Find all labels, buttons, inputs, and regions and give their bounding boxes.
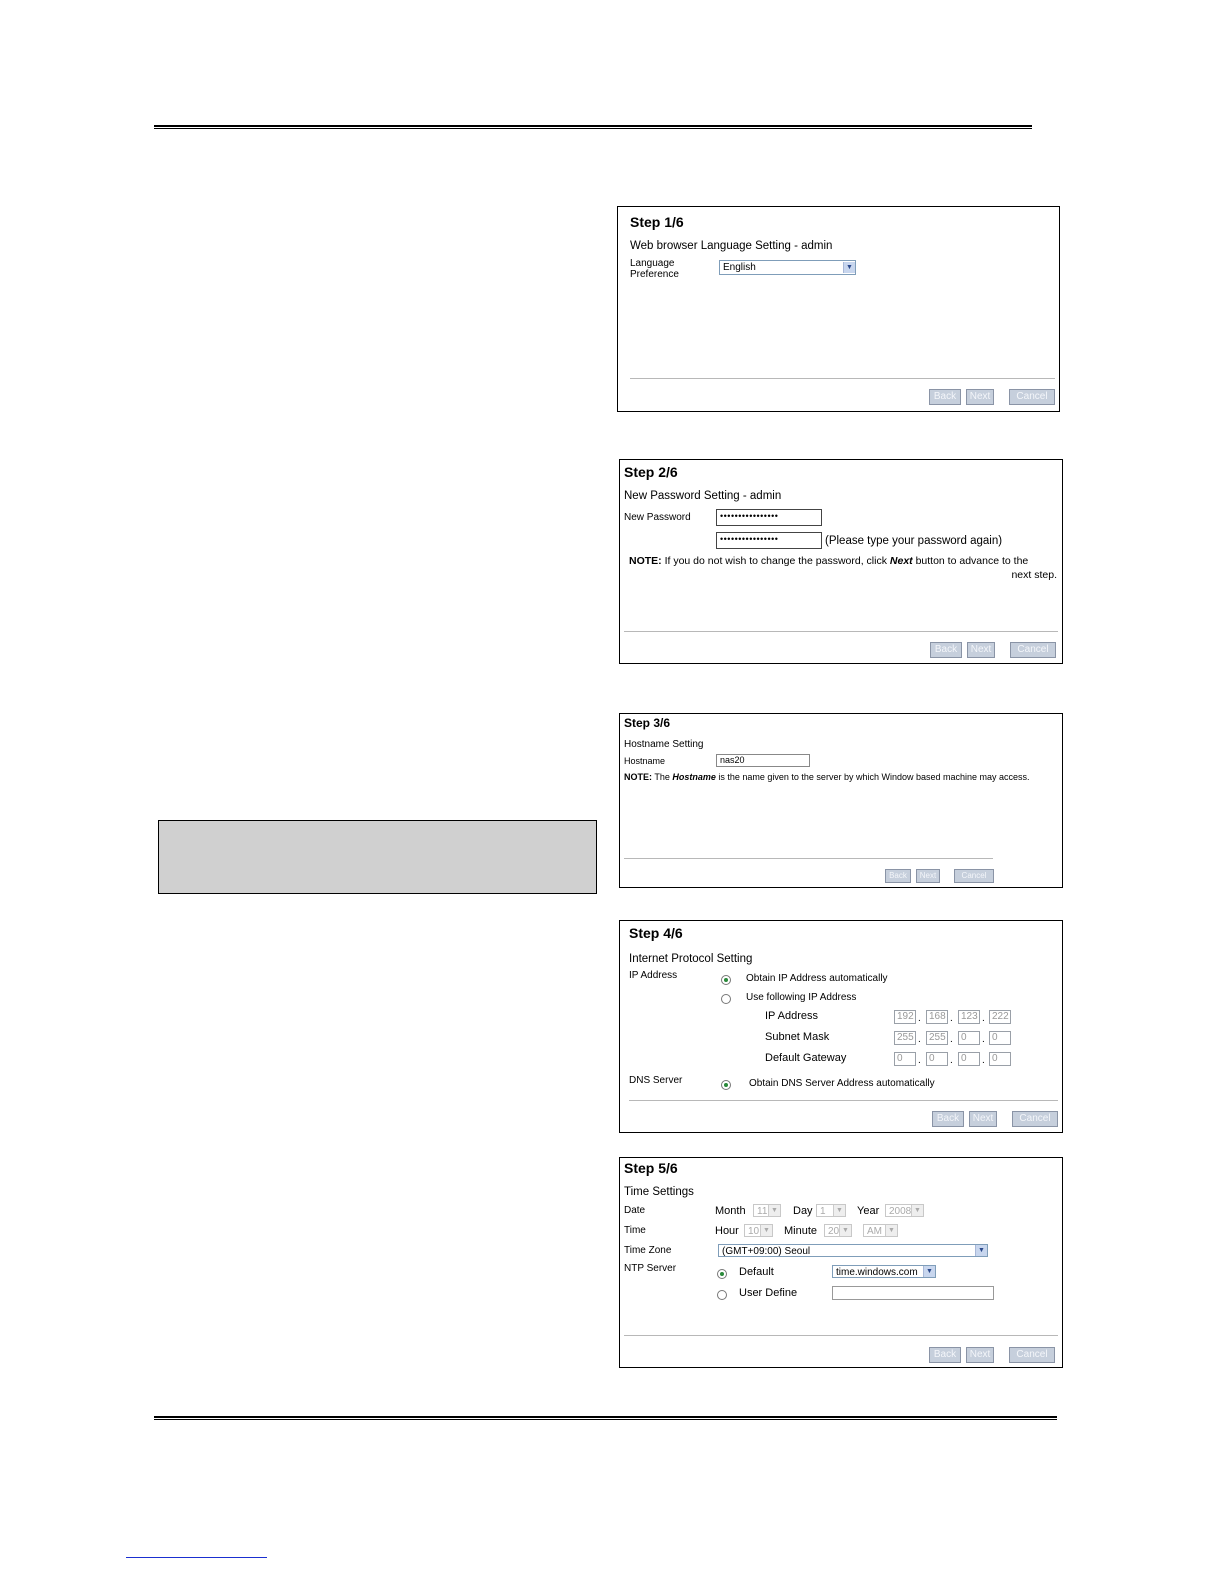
time-zone-select[interactable] (718, 1244, 988, 1257)
step4-subtitle: Internet Protocol Setting (629, 953, 753, 965)
step2-note-line2: next step. (1011, 569, 1057, 581)
date-label: Date (624, 1205, 646, 1216)
divider (624, 1335, 1058, 1336)
note-label: NOTE: (629, 555, 662, 567)
ntp-default-radio[interactable] (717, 1269, 727, 1279)
chevron-down-icon: ▼ (923, 1266, 935, 1277)
ntp-user-define-input[interactable] (832, 1286, 994, 1300)
step3-panel (619, 713, 1063, 888)
ntp-user-define-radio[interactable] (717, 1290, 727, 1300)
minute-value: 20 (828, 1226, 840, 1237)
ntp-server-select[interactable] (832, 1265, 936, 1278)
month-select[interactable] (753, 1204, 781, 1217)
gateway-octet-1[interactable]: 0 (894, 1052, 916, 1066)
chevron-down-icon: ▼ (768, 1205, 780, 1216)
header-rule (154, 125, 1032, 129)
obtain-ip-auto-label: Obtain IP Address automatically (746, 973, 888, 984)
separator: . (982, 1055, 985, 1066)
language-label-2: Preference (630, 269, 679, 280)
subnet-octet-2[interactable]: 255 (926, 1031, 948, 1045)
chevron-down-icon: ▼ (833, 1205, 845, 1216)
month-label: Month (715, 1205, 746, 1217)
use-following-ip-label: Use following IP Address (746, 992, 857, 1003)
confirm-password-field[interactable]: •••••••••••••••• (716, 532, 822, 549)
back-button[interactable]: Back (929, 1347, 961, 1363)
separator: . (918, 1034, 921, 1045)
language-label-1: Language (630, 258, 675, 269)
ip-octet-4[interactable]: 222 (989, 1010, 1011, 1024)
cancel-button[interactable]: Cancel (1009, 1347, 1055, 1363)
ip-octet-2[interactable]: 168 (926, 1010, 948, 1024)
time-zone-label: Time Zone (624, 1245, 672, 1256)
note-next: Next (889, 555, 913, 567)
ntp-user-define-label: User Define (739, 1287, 798, 1299)
next-button[interactable]: Next (916, 869, 940, 883)
separator: . (918, 1013, 921, 1024)
gateway-octet-2[interactable]: 0 (926, 1052, 948, 1066)
separator: . (982, 1013, 985, 1024)
chevron-down-icon: ▼ (911, 1205, 923, 1216)
obtain-dns-auto-label: Obtain DNS Server Address automatically (749, 1078, 935, 1089)
separator: . (918, 1055, 921, 1066)
time-zone-value: (GMT+09:00) Seoul (722, 1246, 811, 1257)
step1-panel (617, 206, 1060, 412)
step3-note (624, 772, 1064, 782)
language-value: English (723, 262, 756, 273)
step2-note (629, 555, 1059, 567)
ntp-server-value: time.windows.com (836, 1267, 918, 1278)
separator: . (982, 1034, 985, 1045)
chevron-down-icon: ▼ (843, 262, 855, 273)
subnet-octet-4[interactable]: 0 (989, 1031, 1011, 1045)
separator: . (950, 1055, 953, 1066)
step2-panel (619, 459, 1063, 664)
step2-subtitle: New Password Setting - admin (624, 490, 782, 502)
day-value: 1 (820, 1206, 826, 1217)
hour-label: Hour (715, 1225, 739, 1237)
gateway-octet-4[interactable]: 0 (989, 1052, 1011, 1066)
chevron-down-icon: ▼ (760, 1225, 772, 1236)
next-button[interactable]: Next (967, 642, 995, 658)
minute-select[interactable] (824, 1224, 852, 1237)
year-select[interactable] (885, 1204, 924, 1217)
divider (624, 631, 1058, 632)
step1-subtitle: Web browser Language Setting - admin (630, 240, 833, 252)
cancel-button[interactable]: Cancel (954, 869, 994, 883)
step3-subtitle: Hostname Setting (624, 739, 704, 750)
ampm-select[interactable] (863, 1224, 898, 1237)
note-hostname: Hostname (672, 772, 716, 782)
step5-title: Step 5/6 (624, 1160, 678, 1176)
footer-link-underline[interactable] (126, 1557, 267, 1558)
obtain-dns-auto-radio[interactable] (721, 1080, 731, 1090)
step5-panel (619, 1157, 1063, 1368)
back-button[interactable]: Back (932, 1111, 964, 1127)
cancel-button[interactable]: Cancel (1012, 1111, 1058, 1127)
day-select[interactable] (816, 1204, 846, 1217)
note-label: NOTE: (624, 772, 652, 782)
next-button[interactable]: Next (966, 1347, 994, 1363)
ip-octet-3[interactable]: 123 (958, 1010, 980, 1024)
new-password-field[interactable]: •••••••••••••••• (716, 509, 822, 526)
day-label: Day (793, 1205, 813, 1217)
separator: . (950, 1034, 953, 1045)
ntp-server-label: NTP Server (624, 1263, 677, 1274)
divider (624, 858, 993, 859)
hour-select[interactable] (744, 1224, 773, 1237)
note-text-2: is the name given to the server by which Window based machine may access. (715, 772, 1030, 782)
divider (629, 1100, 1058, 1101)
chevron-down-icon: ▼ (839, 1225, 851, 1236)
back-button[interactable]: Back (930, 642, 962, 658)
ip-address-label: IP Address (629, 970, 678, 981)
hostname-input[interactable]: nas20 (716, 754, 810, 767)
step4-panel (619, 920, 1063, 1133)
next-button[interactable]: Next (966, 389, 994, 405)
default-gateway-label: Default Gateway (765, 1052, 847, 1064)
subnet-octet-3[interactable]: 0 (958, 1031, 980, 1045)
back-button[interactable]: Back (885, 869, 911, 883)
step4-title: Step 4/6 (629, 925, 683, 941)
note-text: The (652, 772, 673, 782)
subnet-mask-label: Subnet Mask (765, 1031, 830, 1043)
ip-octet-1[interactable]: 192 (894, 1010, 916, 1024)
month-value: 11 (757, 1206, 768, 1217)
hour-value: 10 (748, 1226, 760, 1237)
step5-subtitle: Time Settings (624, 1186, 694, 1198)
cancel-button[interactable]: Cancel (1010, 642, 1056, 658)
footer-rule (154, 1416, 1057, 1420)
new-password-label: New Password (624, 512, 691, 523)
hostname-label: Hostname (624, 756, 666, 766)
back-button[interactable]: Back (929, 389, 961, 405)
next-button[interactable]: Next (969, 1111, 997, 1127)
divider (630, 378, 1055, 379)
cancel-button[interactable]: Cancel (1009, 389, 1055, 405)
ip-address-field-label: IP Address (765, 1010, 818, 1022)
chevron-down-icon: ▼ (975, 1245, 987, 1256)
note-text-2: button to advance to the (912, 555, 1029, 567)
time-label: Time (624, 1225, 646, 1236)
chevron-down-icon: ▼ (885, 1225, 897, 1236)
language-select[interactable] (719, 260, 856, 275)
note-box (158, 820, 597, 894)
step3-title: Step 3/6 (624, 716, 671, 730)
ampm-value: AM (867, 1226, 882, 1237)
obtain-ip-auto-radio[interactable] (721, 975, 731, 985)
use-following-ip-radio[interactable] (721, 994, 731, 1004)
year-label: Year (857, 1205, 880, 1217)
year-value: 2008 (889, 1206, 912, 1217)
step1-title: Step 1/6 (630, 214, 684, 230)
dns-server-label: DNS Server (629, 1075, 683, 1086)
subnet-octet-1[interactable]: 255 (894, 1031, 916, 1045)
step2-title: Step 2/6 (624, 464, 678, 480)
note-text: If you do not wish to change the password, click (661, 555, 890, 567)
ntp-default-label: Default (739, 1266, 774, 1278)
gateway-octet-3[interactable]: 0 (958, 1052, 980, 1066)
minute-label: Minute (784, 1225, 818, 1237)
separator: . (950, 1013, 953, 1024)
retype-hint: (Please type your password again) (825, 535, 1003, 547)
